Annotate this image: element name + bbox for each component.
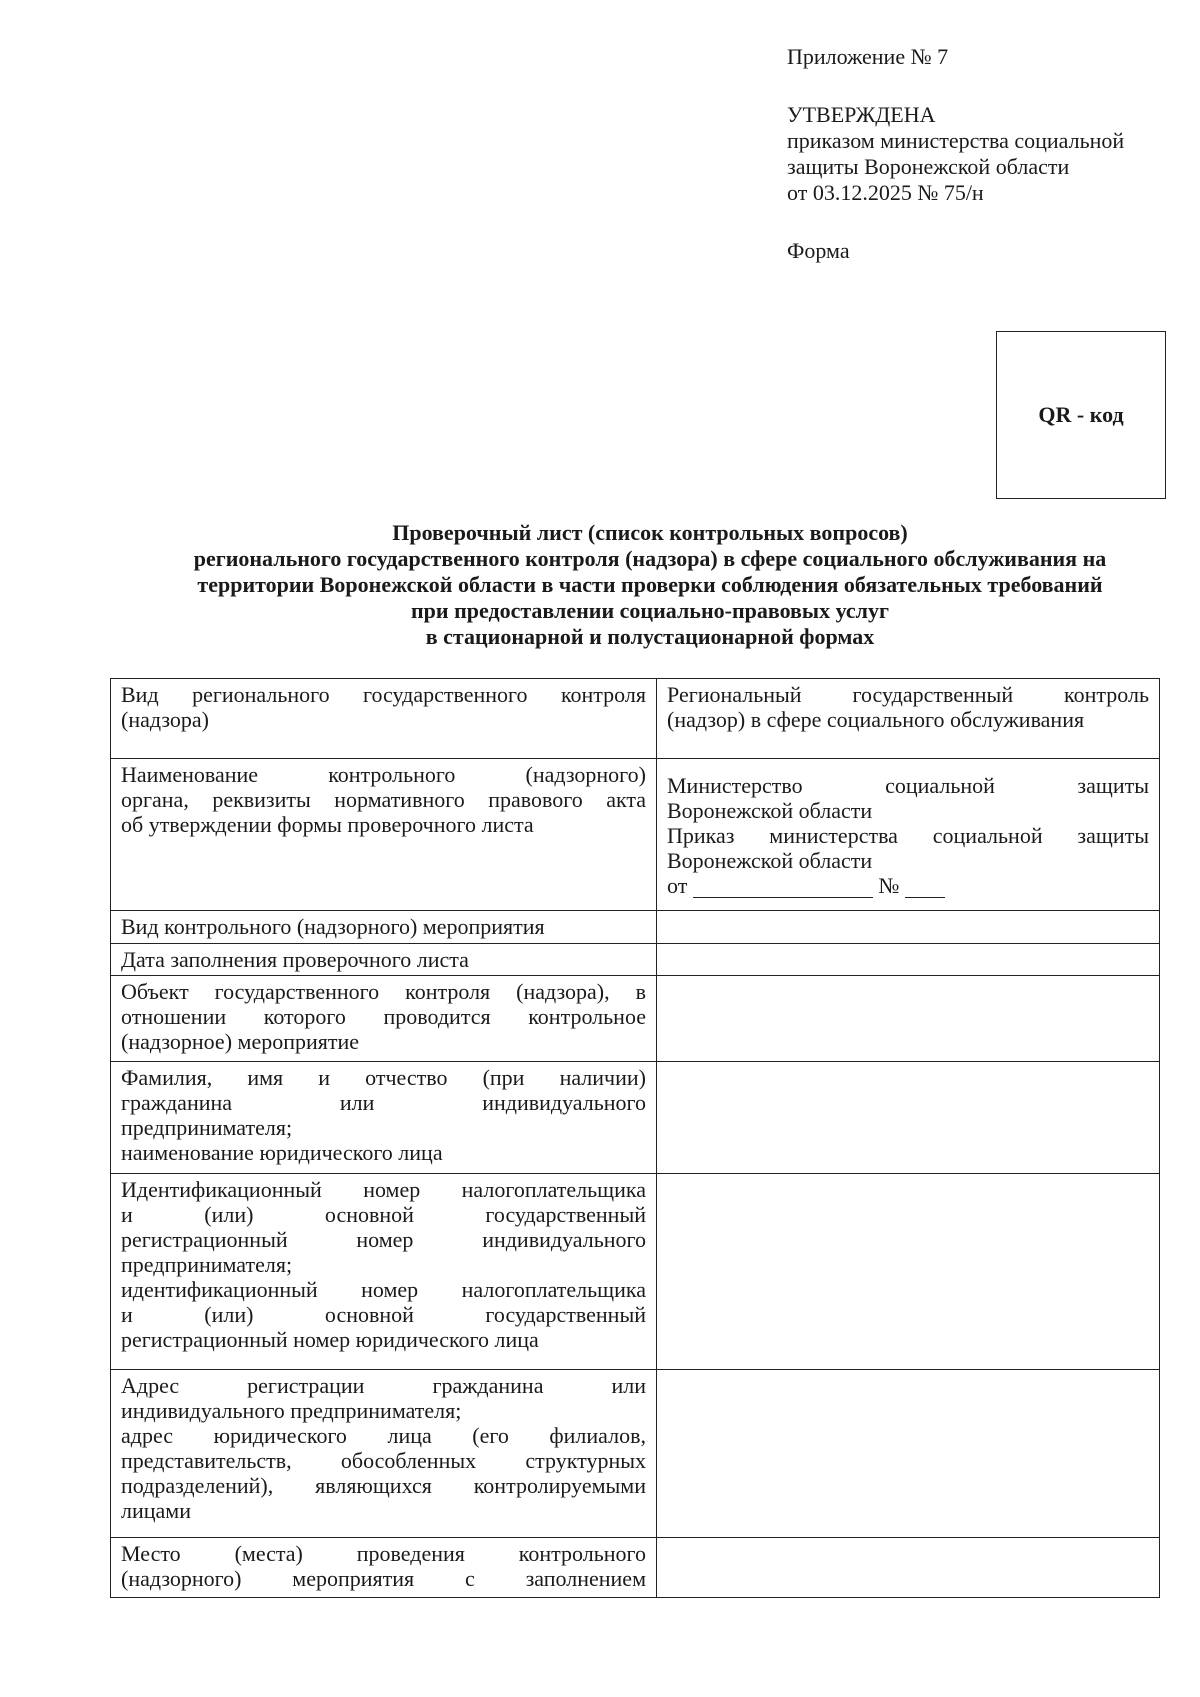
cell-line: Место (места) проведения контрольного <box>121 1541 646 1566</box>
appendix-number: Приложение № 7 <box>787 44 949 69</box>
cell-line: предпринимателя; <box>121 1115 293 1140</box>
cell-line: Приказ министерства социальной защиты <box>667 823 1149 848</box>
row-value-full-name[interactable] <box>657 1062 1160 1174</box>
cell-line: (надзорного) мероприятия с заполнением <box>121 1566 646 1591</box>
approved-label: УТВЕРЖДЕНА <box>787 102 936 127</box>
row-value-control-type[interactable] <box>657 679 1160 759</box>
row-value-address[interactable] <box>657 1370 1160 1538</box>
title-line: в стационарной и полустационарной формах <box>425 624 875 649</box>
row-label-event-type <box>111 911 657 944</box>
cell-line: (надзорное) мероприятие <box>121 1029 360 1054</box>
cell-line: подразделений), являющихся контролируемыми <box>121 1473 646 1498</box>
row-label-full-name <box>111 1062 657 1174</box>
order-line-2: защиты Воронежской области <box>787 154 1070 179</box>
cell-line: Адрес регистрации гражданина или <box>121 1373 646 1398</box>
row-label-tax-id <box>111 1174 657 1370</box>
cell-line: Вид регионального государственного контроля <box>121 682 646 707</box>
cell-line: и (или) основной государственный <box>121 1302 646 1327</box>
row-label-event-place <box>111 1538 657 1598</box>
document-title <box>110 520 1190 650</box>
approval-header <box>787 44 1167 264</box>
table-row <box>111 976 1160 1062</box>
cell-line: Наименование контрольного (надзорного) <box>121 762 646 787</box>
cell-line: Региональный государственный контроль <box>667 682 1149 707</box>
table-row <box>111 1370 1160 1538</box>
cell-line: и (или) основной государственный <box>121 1202 646 1227</box>
cell-line: органа, реквизиты нормативного правового акта <box>121 787 646 812</box>
table-row <box>111 1062 1160 1174</box>
row-label-fill-date <box>111 944 657 976</box>
order-date-number-line <box>667 873 1149 898</box>
row-value-control-object[interactable] <box>657 976 1160 1062</box>
title-line: регионального государственного контроля (надзора) в сфере социального обслуживания на <box>193 546 1107 571</box>
title-line: территории Воронежской области в части проверки соблюдения обязательных требований <box>197 572 1103 597</box>
table-row <box>111 1174 1160 1370</box>
cell-line: Воронежской области <box>667 848 873 873</box>
row-value-event-type[interactable] <box>657 911 1160 944</box>
date-prefix: от <box>667 873 688 898</box>
table-row <box>111 759 1160 911</box>
cell-line: об утверждении формы проверочного листа <box>121 812 534 837</box>
cell-line: индивидуального предпринимателя; <box>121 1398 462 1423</box>
cell-line: Фамилия, имя и отчество (при наличии) <box>121 1065 646 1090</box>
order-line-1: приказом министерства социальной <box>787 128 1125 153</box>
cell-line: адрес юридического лица (его филиалов, <box>121 1423 646 1448</box>
title-line: при предоставлении социально-правовых услуг <box>410 598 890 623</box>
form-label: Форма <box>787 238 850 263</box>
cell-line: Воронежской области <box>667 798 873 823</box>
order-line-3: от 03.12.2025 № 75/н <box>787 180 984 205</box>
row-value-tax-id[interactable] <box>657 1174 1160 1370</box>
table-row <box>111 944 1160 976</box>
cell-line: Дата заполнения проверочного листа <box>121 947 469 972</box>
cell-line: (надзора) <box>121 707 209 732</box>
row-label-control-type <box>111 679 657 759</box>
table-row <box>111 1538 1160 1598</box>
table-row <box>111 911 1160 944</box>
date-blank[interactable] <box>693 877 873 898</box>
cell-line: идентификационный номер налогоплательщика <box>121 1277 646 1302</box>
cell-line: Объект государственного контроля (надзора), в <box>121 979 646 1004</box>
cell-line: (надзор) в сфере социального обслуживания <box>667 707 1085 732</box>
cell-line: представительств, обособленных структурных <box>121 1448 646 1473</box>
cell-line: гражданина или индивидуального <box>121 1090 646 1115</box>
cell-line: регистрационный номер индивидуального <box>121 1227 646 1252</box>
row-label-address <box>111 1370 657 1538</box>
row-label-authority <box>111 759 657 911</box>
cell-line: Вид контрольного (надзорного) мероприятия <box>121 914 545 939</box>
row-value-authority[interactable] <box>657 759 1160 911</box>
row-label-control-object <box>111 976 657 1062</box>
row-value-fill-date[interactable] <box>657 944 1160 976</box>
title-line: Проверочный лист (список контрольных вопросов) <box>392 520 908 545</box>
qr-code-label: QR - код <box>1038 402 1124 427</box>
cell-line: предпринимателя; <box>121 1252 293 1277</box>
checklist-form-table <box>110 678 1160 1598</box>
cell-line: Министерство социальной защиты <box>667 773 1149 798</box>
row-value-event-place[interactable] <box>657 1538 1160 1598</box>
number-sign: № <box>878 873 900 898</box>
cell-line: регистрационный номер юридического лица <box>121 1327 539 1352</box>
cell-line: Идентификационный номер налогоплательщика <box>121 1177 646 1202</box>
table-row <box>111 679 1160 759</box>
cell-line: лицами <box>121 1498 191 1523</box>
qr-code-placeholder <box>996 331 1166 499</box>
cell-line: наименование юридического лица <box>121 1140 443 1165</box>
number-blank[interactable] <box>905 877 945 898</box>
cell-line: отношении которого проводится контрольное <box>121 1004 646 1029</box>
